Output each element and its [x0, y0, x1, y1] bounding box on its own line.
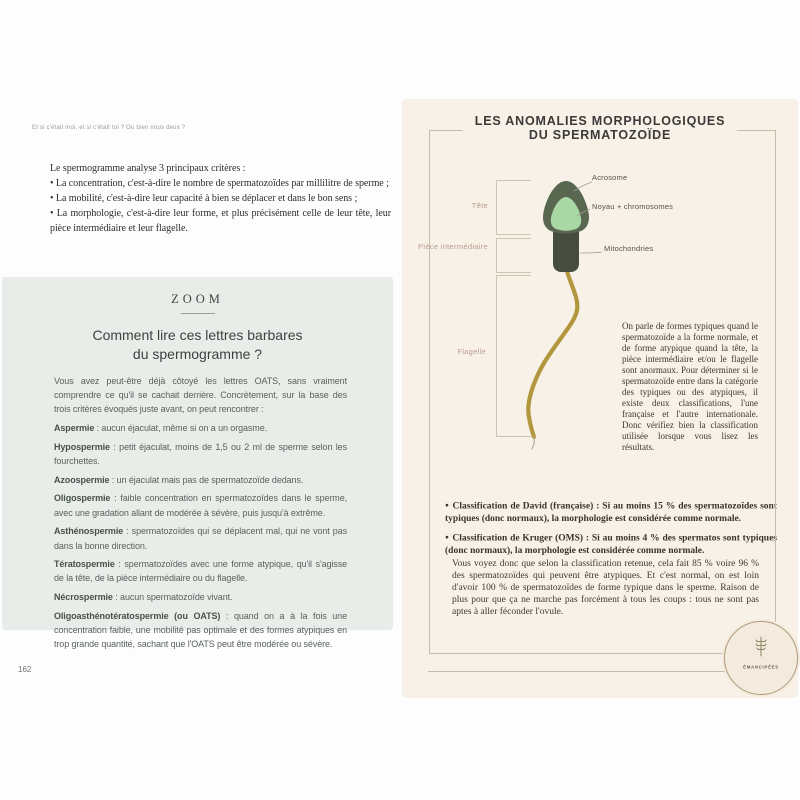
term: Oligoasthénotératospermie (ou OATS): [54, 610, 221, 621]
connector-mitochondries: [580, 252, 602, 253]
label-tete: Tête: [471, 201, 488, 210]
term: Tératospermie: [54, 559, 115, 570]
sperm-tail-shape: [528, 268, 577, 437]
zoom-callout-box: [2, 277, 393, 650]
zoom-intro: Vous avez peut-être déjà côtoyé les lettres OATS, sans vraiment comprendre ce qu'il se cachait derrière. Concrètement, sur la base des trois critères évoqués juste avant, on peut rencontrer :: [54, 376, 347, 415]
callout-mitochondries: Mitochondries: [604, 244, 654, 253]
term: Aspermie: [54, 423, 95, 434]
page-number: 162: [18, 665, 32, 674]
card-title-line2: DU SPERMATOZOÏDE: [528, 127, 672, 142]
classification-text: Classification de Kruger (OMS) : Si au moins 4 % des spermatos sont typiques (donc normaux), la morphologie est considérée comme normale.: [445, 533, 777, 556]
term: Azoospermie: [54, 474, 110, 485]
term: Hypospermie: [54, 441, 110, 452]
definition-item: [54, 590, 347, 604]
intro-paragraph: [50, 161, 391, 236]
zoom-box-title: [2, 326, 393, 364]
definition-item: [54, 491, 347, 519]
definition: : quand on a à la fois une concentration faible, une mobilité pas optimale et des formes atypiques en trop grande quantité, sachant que l'OATS peut être modérée ou sévère.: [54, 610, 347, 650]
sprig-icon: [752, 635, 770, 657]
bracket-flagelle: [496, 275, 531, 437]
term: Oligospermie: [54, 493, 111, 504]
definition-item: [54, 557, 347, 585]
zoom-title-line1: Comment lire ces lettres barbares: [92, 327, 303, 343]
definition: : aucun éjaculat, même si on a un orgasme.: [94, 423, 268, 434]
callout-noyau-chromosomes: Noyau + chromosomes: [592, 202, 674, 211]
definition: : aucun spermatozoïde vivant.: [112, 592, 233, 603]
bullet-icon: ●: [445, 502, 450, 509]
intro-line: • La mobilité, c'est-à-dire leur capacité à bien se déplacer et dans le bon sens ;: [50, 193, 358, 204]
paragraph-formes-typiques: On parle de formes typiques quand le spermatozoïde a la forme normale, et de forme atypique quand la tête, la pièce intermédiaire et/ou le flagelle sont anormaux. Pour déterminer si le spermatozoïde entre dans la catégorie des typiques ou des atypiques, il existe deux classifications, l'une française et l'autre internationale. Donc vérifiez bien la classification utilisée lorsque vous lisez les résultats.: [622, 321, 758, 452]
bracket-piece-intermediaire: [496, 238, 531, 273]
zoom-divider: [181, 313, 215, 314]
definition-item: [54, 473, 347, 487]
term: Asthénospermie: [54, 526, 124, 537]
anomalies-card: [402, 99, 798, 698]
definition-item: [54, 421, 347, 435]
paragraph-conclusion: Vous voyez donc que selon la classification retenue, cela fait 85 % voire 96 % des spermatozoïdes qui peuvent être atypiques. Et c'est normal, on est loin d'avoir 100 % de spermatozoïdes de forme typique dans le sperme. Raison de plus pour que ça ne marche pas forcément à tous les coups : tous ne sont pas aptes à aller féconder l'ovule.: [452, 559, 759, 617]
bracket-tete: [496, 180, 531, 235]
definition-item: [54, 524, 347, 552]
definition-item: [54, 440, 347, 468]
intro-line: • La morphologie, c'est-à-dire leur forme, et plus précisément celle de leur tête, leur pièce intermédiaire et leur flagelle.: [50, 208, 391, 234]
definition: : faible concentration en spermatozoïdes dans le sperme, avec une gradation allant de modérée à sévère, puis jusqu'à extrême.: [54, 493, 347, 518]
definition-item: [54, 609, 347, 652]
card-title-line1: LES ANOMALIES MORPHOLOGIQUES: [474, 114, 726, 128]
intro-line: • La concentration, c'est-à-dire le nombre de spermatozoïdes par millilitre de sperme ;: [50, 178, 389, 189]
bullet-icon: ●: [445, 533, 450, 541]
definition: : un éjaculat mais pas de spermatozoïde dedans.: [109, 474, 304, 485]
zoom-box-label: ZOOM: [171, 292, 224, 306]
label-piece-intermediaire: Pièce intermédiaire: [418, 242, 488, 251]
seal-brand-text: ÉMANCIPÉES: [743, 665, 779, 671]
card-title: [463, 115, 737, 142]
term: Nécrospermie: [54, 592, 113, 603]
zoom-box-body: [54, 374, 347, 651]
bottom-decorative-rule: [428, 671, 774, 672]
definition: : spermatozoïdes qui se déplacent mal, qui ne vont pas dans la bonne direction.: [54, 526, 347, 551]
running-head-quote: Et si c'était moi, et si c'était toi ? Ou bien nous deux ?: [32, 125, 186, 131]
emancipees-seal: [724, 621, 798, 695]
definition: : spermatozoïdes avec une forme atypique, qu'il s'agisse de la tête, de la pièce intermédiaire ou du flagelle.: [54, 559, 347, 584]
intro-line: Le spermogramme analyse 3 principaux critères :: [50, 163, 246, 174]
definition: : petit éjaculat, moins de 1,5 ou 2 ml de sperme selon les fourchettes.: [54, 441, 347, 467]
zoom-title-line2: du spermogramme ?: [132, 346, 263, 362]
connector-acrosome: [574, 182, 592, 191]
callout-acrosome: Acrosome: [592, 173, 628, 182]
label-flagelle: Flagelle: [457, 347, 486, 356]
classification-text: Classification de David (française) : Si au moins 15 % des spermatozoïdes sont typiques (donc normaux), la morphologie est considérée comme normale.: [445, 501, 777, 524]
